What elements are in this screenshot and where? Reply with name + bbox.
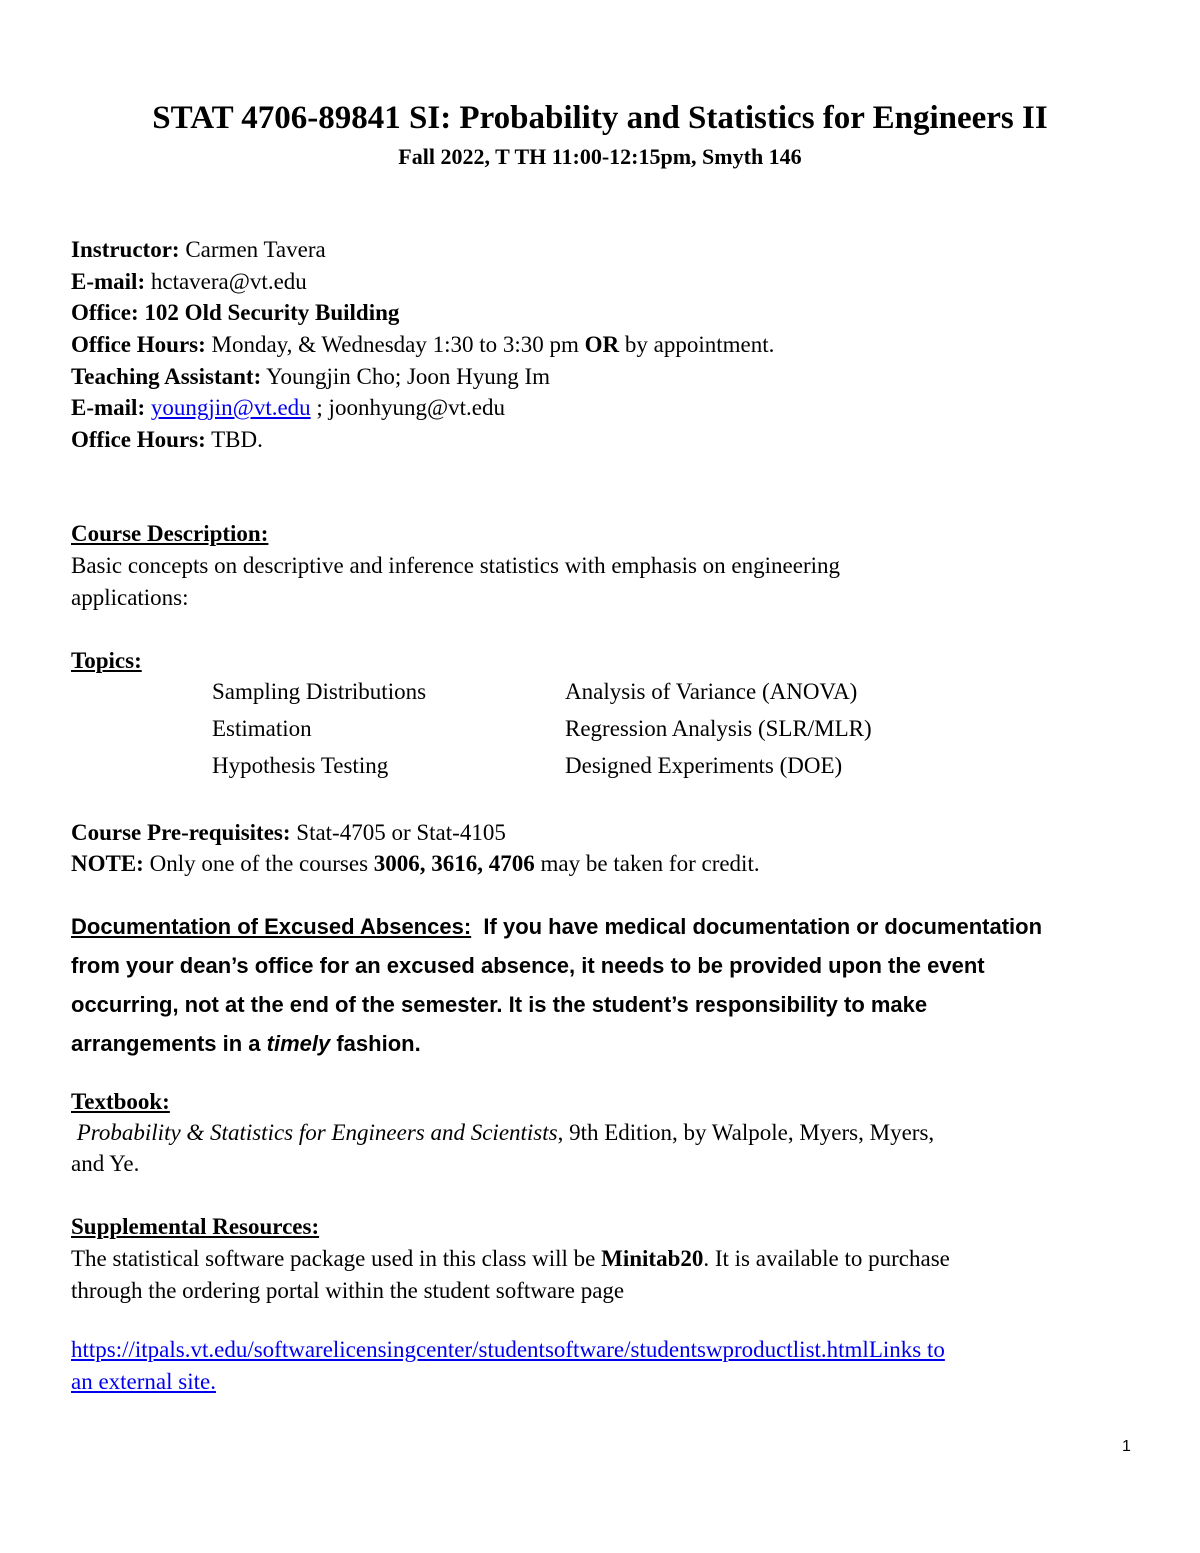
ta-office-hours-label: Office Hours: (71, 427, 206, 452)
note-label: NOTE: (71, 851, 144, 876)
page-subtitle: Fall 2022, T TH 11:00-12:15pm, Smyth 146 (398, 144, 802, 169)
description-heading: Course Description: (71, 521, 269, 546)
absences-line-3: occurring, not at the end of the semester. It is the student’s responsibility to make (71, 992, 928, 1017)
email-value: hctavera@vt.edu (150, 269, 307, 294)
note-line (71, 851, 760, 877)
ta-line (71, 364, 550, 390)
absences-timely: timely (266, 1031, 331, 1056)
absences-line-2: from your dean’s office for an excused absence, it needs to be provided upon the event (71, 953, 985, 978)
ta-office-hours-value: TBD. (211, 427, 263, 452)
ta-email-label: E-mail: (71, 395, 146, 420)
instructor-label: Instructor: (71, 237, 180, 262)
instructor-email-line (71, 269, 307, 295)
page-number: 1 (1122, 1438, 1131, 1455)
prerequisites-line (71, 820, 506, 846)
note-text-a: Only one of the courses (149, 851, 369, 876)
textbook-line-2: and Ye. (71, 1151, 140, 1176)
resources-text-a: The statistical software package used in this class will be (71, 1246, 596, 1271)
absences-text-4b: fashion. (336, 1031, 421, 1056)
note-text-b: may be taken for credit. (540, 851, 760, 876)
ta-email-line (71, 395, 505, 421)
prerequisites-value: Stat-4705 or Stat-4105 (296, 820, 506, 845)
textbook-line-1 (71, 1120, 934, 1146)
office-line: Office: 102 Old Security Building (71, 300, 400, 325)
topic-item: Sampling Distributions (212, 679, 427, 704)
absences-line-4 (71, 1031, 421, 1057)
instructor-value: Carmen Tavera (185, 237, 326, 262)
absences-line-1 (71, 914, 1042, 940)
textbook-details: , 9th Edition, by Walpole, Myers, Myers, (557, 1120, 935, 1145)
software-link-line-1[interactable] (71, 1337, 945, 1363)
resources-line-1 (71, 1246, 950, 1272)
software-link[interactable]: https://itpals.vt.edu/softwarelicensingcenter/studentsoftware/studentswproductlist.htmlLinks to (71, 1337, 945, 1362)
textbook-title: Probability & Statistics for Engineers and Scientists (76, 1120, 558, 1145)
topic-item: Analysis of Variance (ANOVA) (565, 679, 858, 704)
office-hours-appointment: by appointment. (624, 332, 775, 357)
topic-item: Hypothesis Testing (212, 753, 389, 778)
resources-heading: Supplemental Resources: (71, 1214, 320, 1239)
office-hours-or: OR (584, 332, 620, 357)
ta-email-rest: ; joonhyung@vt.edu (310, 395, 505, 420)
note-courses: 3006, 3616, 4706 (373, 851, 535, 876)
ta-value: Youngjin Cho; Joon Hyung Im (266, 364, 551, 389)
resources-line-2: through the ordering portal within the student software page (71, 1278, 625, 1303)
resources-text-b: . It is available to purchase (703, 1246, 950, 1271)
office-hours-value: Monday, & Wednesday 1:30 to 3:30 pm (211, 332, 579, 357)
topic-item: Estimation (212, 716, 312, 741)
description-line-1: Basic concepts on descriptive and inference statistics with emphasis on engineering (71, 553, 840, 578)
absences-text-4a: arrangements in a (71, 1031, 261, 1056)
software-link-continued[interactable]: an external site. (71, 1369, 216, 1394)
office-hours-label: Office Hours: (71, 332, 206, 357)
prerequisites-label: Course Pre-requisites: (71, 820, 291, 845)
topic-item: Regression Analysis (SLR/MLR) (565, 716, 872, 741)
absences-text-1: If you have medical documentation or documentation (483, 914, 1043, 939)
email-label: E-mail: (71, 269, 146, 294)
ta-label: Teaching Assistant: (71, 364, 262, 389)
absences-heading: Documentation of Excused Absences: (71, 914, 472, 939)
page-title: STAT 4706-89841 SI: Probability and Statistics for Engineers II (152, 100, 1048, 136)
description-line-2: applications: (71, 585, 189, 610)
ta-office-hours-line (71, 427, 263, 453)
topics-heading: Topics: (71, 648, 142, 673)
office-hours-line (71, 332, 774, 358)
topic-item: Designed Experiments (DOE) (565, 753, 843, 778)
instructor-line (71, 237, 326, 263)
software-link-line-2[interactable] (71, 1369, 216, 1395)
ta-email-link[interactable]: youngjin@vt.edu (150, 395, 311, 420)
textbook-heading: Textbook: (71, 1089, 170, 1114)
resources-minitab: Minitab20 (601, 1246, 704, 1271)
